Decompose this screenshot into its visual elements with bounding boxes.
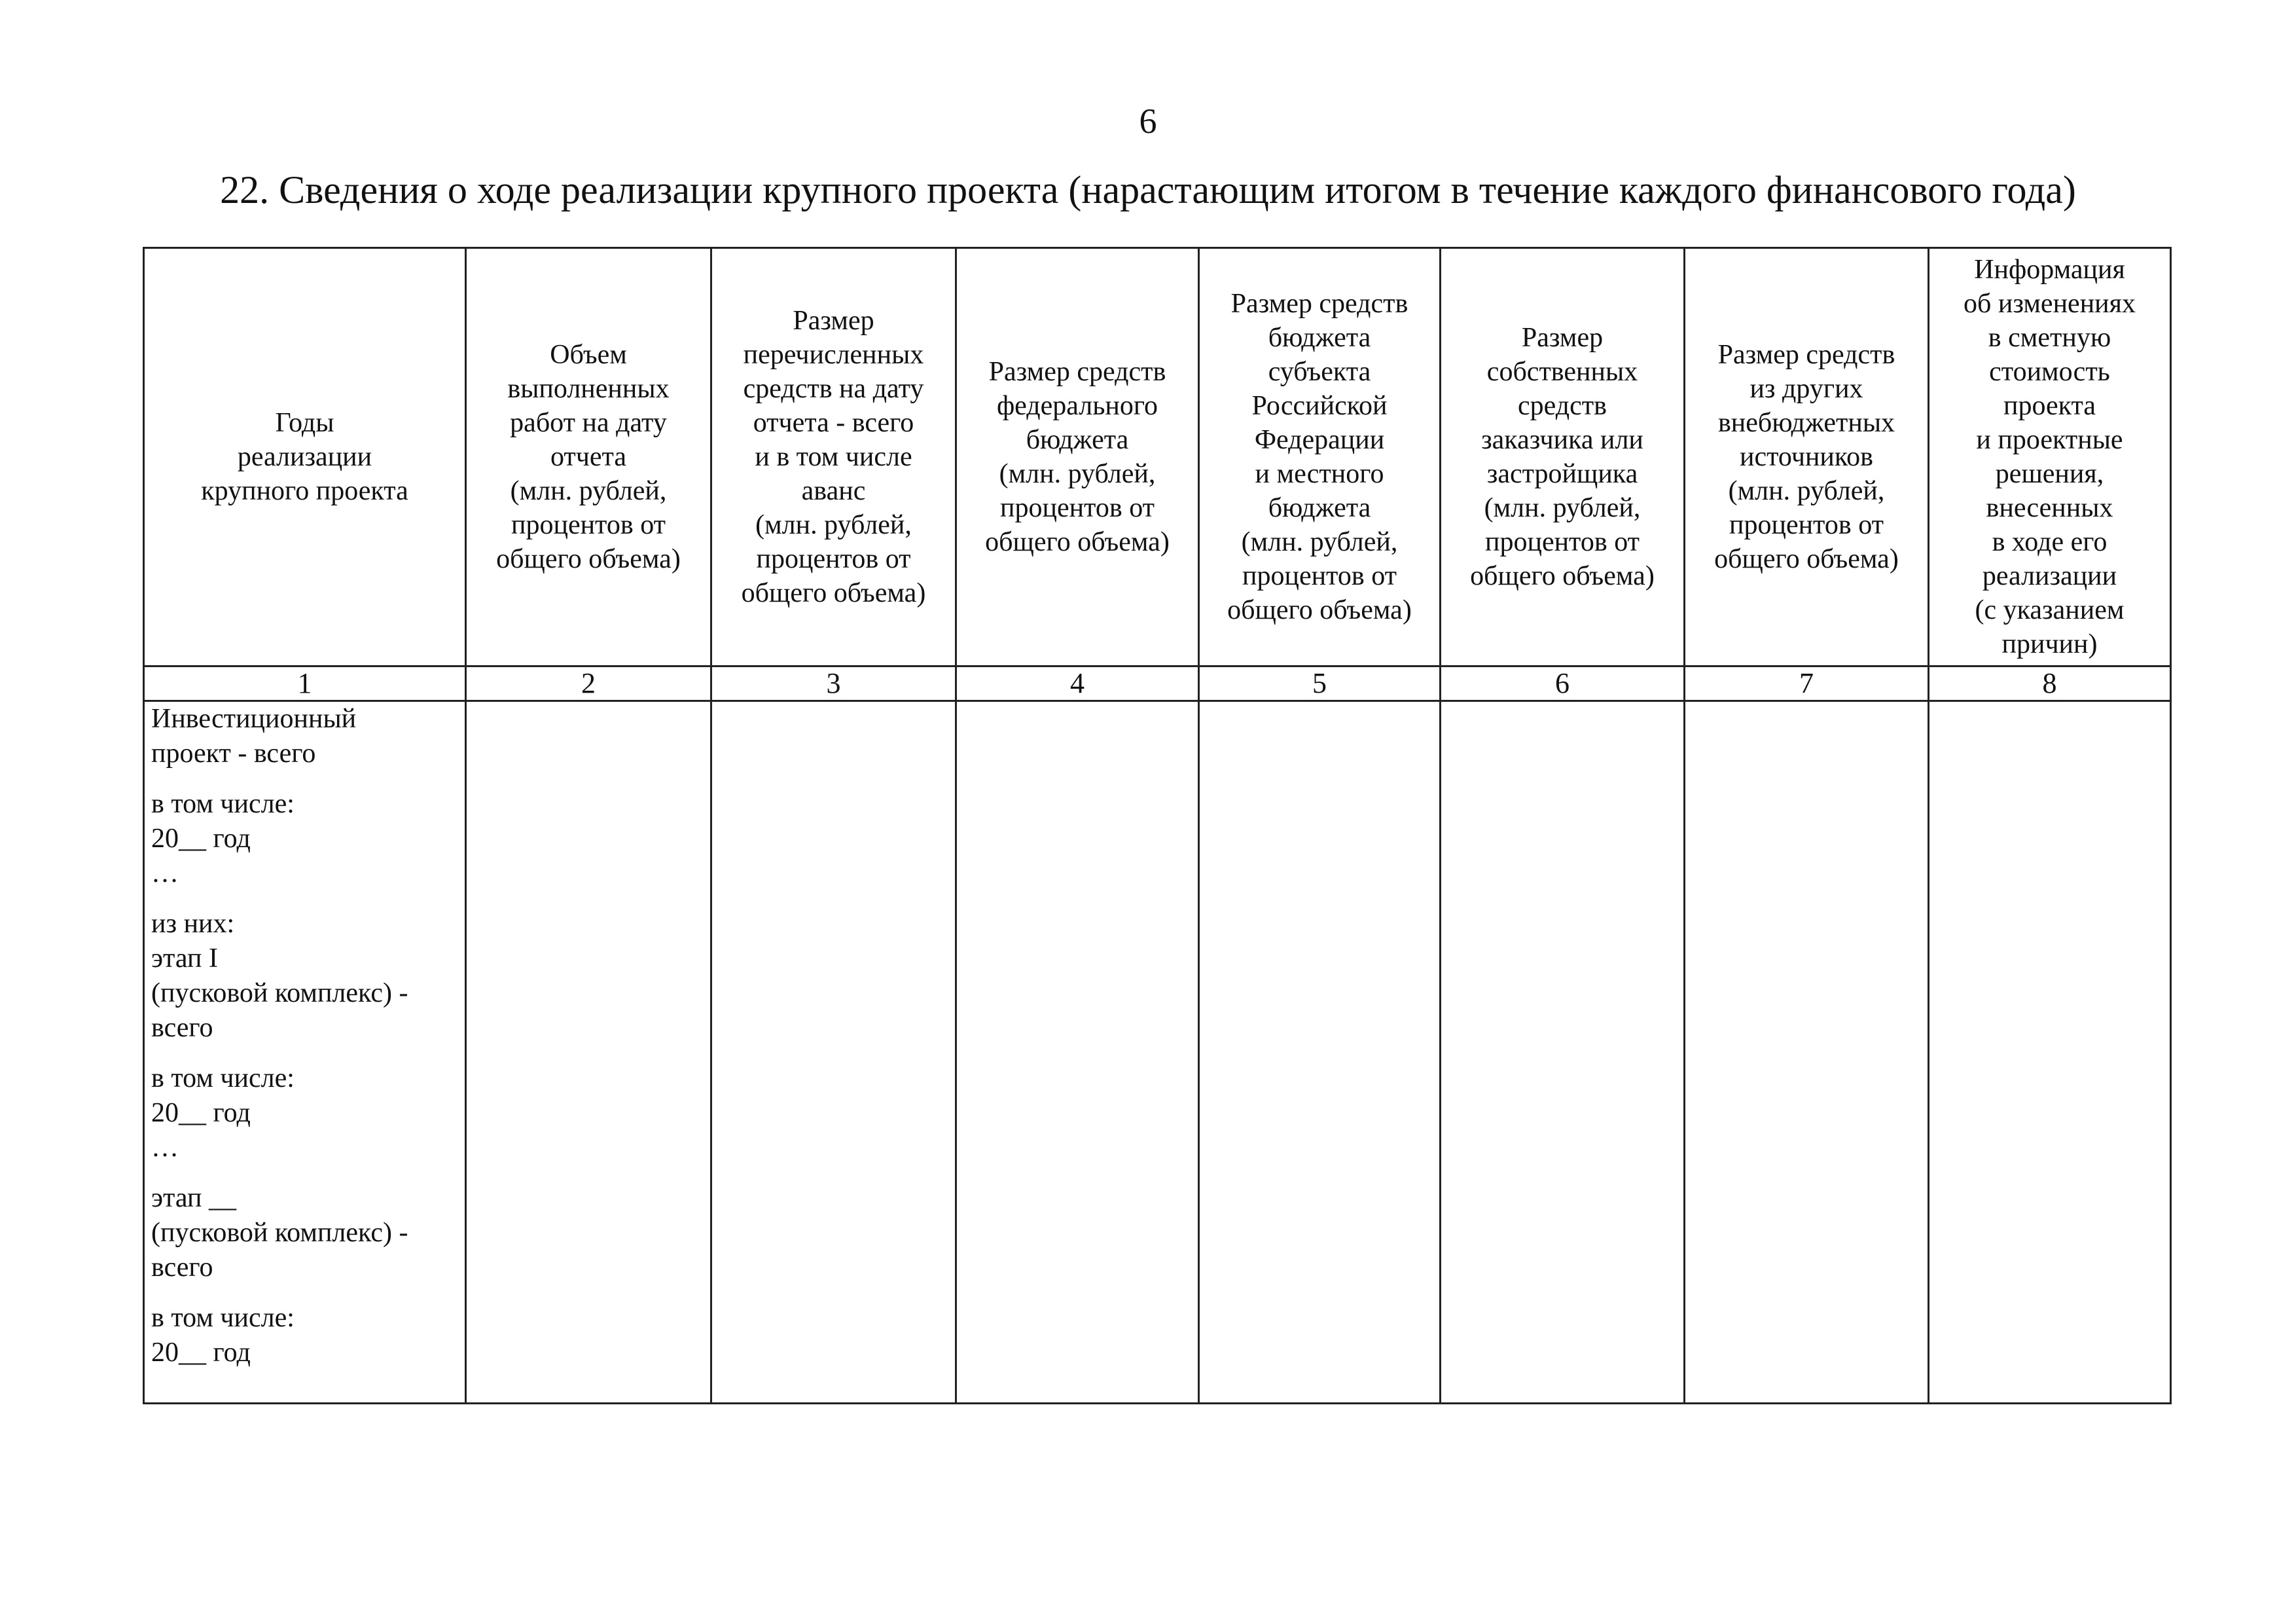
row-label-line: в том числе: — [151, 789, 295, 819]
header-line: Размер средств — [1230, 289, 1408, 319]
header-line: федерального — [996, 391, 1158, 421]
header-line: бюджета — [1268, 323, 1371, 353]
header-line: крупного проекта — [201, 476, 408, 506]
header-line: Федерации — [1254, 425, 1385, 455]
header-line: Годы — [275, 408, 334, 438]
header-line: процентов от — [511, 510, 666, 540]
header-line: из других — [1749, 374, 1863, 404]
header-line: (млн. рублей, — [510, 476, 667, 506]
header-line: и местного — [1255, 459, 1384, 489]
row-label-group — [151, 907, 458, 1046]
row-label-line: Инвестиционный — [151, 704, 357, 734]
header-line: процентов от — [1484, 527, 1640, 557]
header-cell-federal-budget — [956, 248, 1199, 666]
header-line: Российской — [1251, 391, 1388, 421]
empty-cell — [956, 701, 1199, 1404]
column-number: 5 — [1199, 666, 1441, 701]
header-line: стоимость — [1989, 357, 2110, 387]
header-row — [144, 248, 2171, 666]
column-number: 2 — [466, 666, 711, 701]
header-line: Размер — [1521, 323, 1604, 353]
row-label-line: (пусковой комплекс) - — [151, 1218, 408, 1248]
empty-cell — [1441, 701, 1685, 1404]
header-line: общего объема) — [1227, 595, 1412, 625]
header-cell-transferred-funds — [711, 248, 956, 666]
row-label-group — [151, 702, 458, 771]
row-label-line: в том числе: — [151, 1303, 295, 1333]
header-line: об изменениях — [1964, 289, 2136, 319]
row-labels-cell — [144, 701, 466, 1404]
header-line: общего объема) — [1470, 561, 1655, 591]
row-label-group — [151, 1301, 458, 1370]
row-label-line: этап __ — [151, 1183, 236, 1213]
row-label-line: всего — [151, 1013, 213, 1043]
header-line: Размер средств — [1717, 340, 1895, 370]
header-line: причин) — [2001, 629, 2098, 659]
header-line: общего объема) — [496, 544, 681, 574]
row-label-group — [151, 1181, 458, 1285]
row-label-line: из них: — [151, 909, 235, 939]
header-line: застройщика — [1486, 459, 1638, 489]
row-label-line: всего — [151, 1252, 213, 1283]
header-line: (с указанием — [1975, 595, 2125, 625]
header-line: средств — [1518, 391, 1607, 421]
header-line: Размер — [793, 306, 874, 336]
header-line: заказчика или — [1481, 425, 1643, 455]
header-line: источников — [1739, 442, 1873, 472]
header-line: собственных — [1486, 357, 1638, 387]
row-label-line: 20__ год — [151, 824, 251, 854]
column-number: 7 — [1685, 666, 1929, 701]
empty-cell — [1685, 701, 1929, 1404]
header-line: внебюджетных — [1717, 408, 1895, 438]
row-label-line: … — [151, 858, 179, 888]
header-line: (млн. рублей, — [755, 510, 912, 540]
header-line: процентов от — [1242, 561, 1397, 591]
header-line: решения, — [1995, 459, 2104, 489]
row-label-group — [151, 1061, 458, 1165]
row-label-line: 20__ год — [151, 1338, 251, 1368]
header-cell-years — [144, 248, 466, 666]
header-line: отчета - всего — [753, 408, 914, 438]
header-line: в сметную — [1988, 323, 2111, 353]
column-number: 4 — [956, 666, 1199, 701]
header-line: работ на дату — [510, 408, 667, 438]
header-cell-changes-info — [1929, 248, 2171, 666]
row-label-line: 20__ год — [151, 1098, 251, 1128]
row-label-line: этап I — [151, 943, 218, 974]
header-line: внесенных — [1986, 493, 2113, 523]
column-number: 3 — [711, 666, 956, 701]
header-line: Объем — [550, 340, 627, 370]
header-line: Информация — [1974, 255, 2125, 285]
project-progress-table — [143, 247, 2172, 1404]
header-line: процентов от — [999, 493, 1155, 523]
row-label-line: проект - всего — [151, 739, 316, 769]
empty-cell — [1199, 701, 1441, 1404]
header-line: общего объема) — [741, 578, 926, 608]
header-line: бюджета — [1268, 493, 1371, 523]
header-line: средств на дату — [743, 374, 924, 404]
table-row — [144, 701, 2171, 1404]
header-cell-work-volume — [466, 248, 711, 666]
empty-cell — [1929, 701, 2171, 1404]
header-line: выполненных — [507, 374, 670, 404]
row-label-line: … — [151, 1133, 179, 1163]
column-number-row — [144, 666, 2171, 701]
column-number: 6 — [1441, 666, 1685, 701]
row-label-line: (пусковой комплекс) - — [151, 978, 408, 1008]
column-number: 1 — [144, 666, 466, 701]
header-line: (млн. рублей, — [1728, 476, 1885, 506]
header-line: реализации — [237, 442, 372, 472]
header-line: (млн. рублей, — [999, 459, 1156, 489]
header-cell-regional-budget — [1199, 248, 1441, 666]
row-label-group — [151, 787, 458, 891]
section-title: 22. Сведения о ходе реализации крупного проекта (нарастающим итогом в течение каждого финансового года) — [220, 168, 2076, 211]
header-line: аванс — [801, 476, 866, 506]
header-cell-extrabudgetary-funds — [1685, 248, 1929, 666]
empty-cell — [466, 701, 711, 1404]
header-line: в ходе его — [1992, 527, 2108, 557]
row-label-line: в том числе: — [151, 1063, 295, 1093]
header-line: процентов от — [1729, 510, 1884, 540]
header-cell-own-funds — [1441, 248, 1685, 666]
header-line: реализации — [1982, 561, 2117, 591]
header-line: перечисленных — [743, 340, 924, 370]
page-number: 6 — [1139, 101, 1157, 141]
header-line: отчета — [550, 442, 627, 472]
header-line: (млн. рублей, — [1484, 493, 1641, 523]
header-line: проекта — [2003, 391, 2096, 421]
header-line: и в том числе — [755, 442, 912, 472]
column-number: 8 — [1929, 666, 2171, 701]
header-line: процентов от — [756, 544, 911, 574]
header-line: субъекта — [1268, 357, 1371, 387]
header-line: общего объема) — [1714, 544, 1899, 574]
header-line: общего объема) — [985, 527, 1170, 557]
header-line: и проектные — [1976, 425, 2123, 455]
empty-cell — [711, 701, 956, 1404]
header-line: (млн. рублей, — [1241, 527, 1398, 557]
header-line: бюджета — [1026, 425, 1129, 455]
header-line: Размер средств — [988, 357, 1166, 387]
